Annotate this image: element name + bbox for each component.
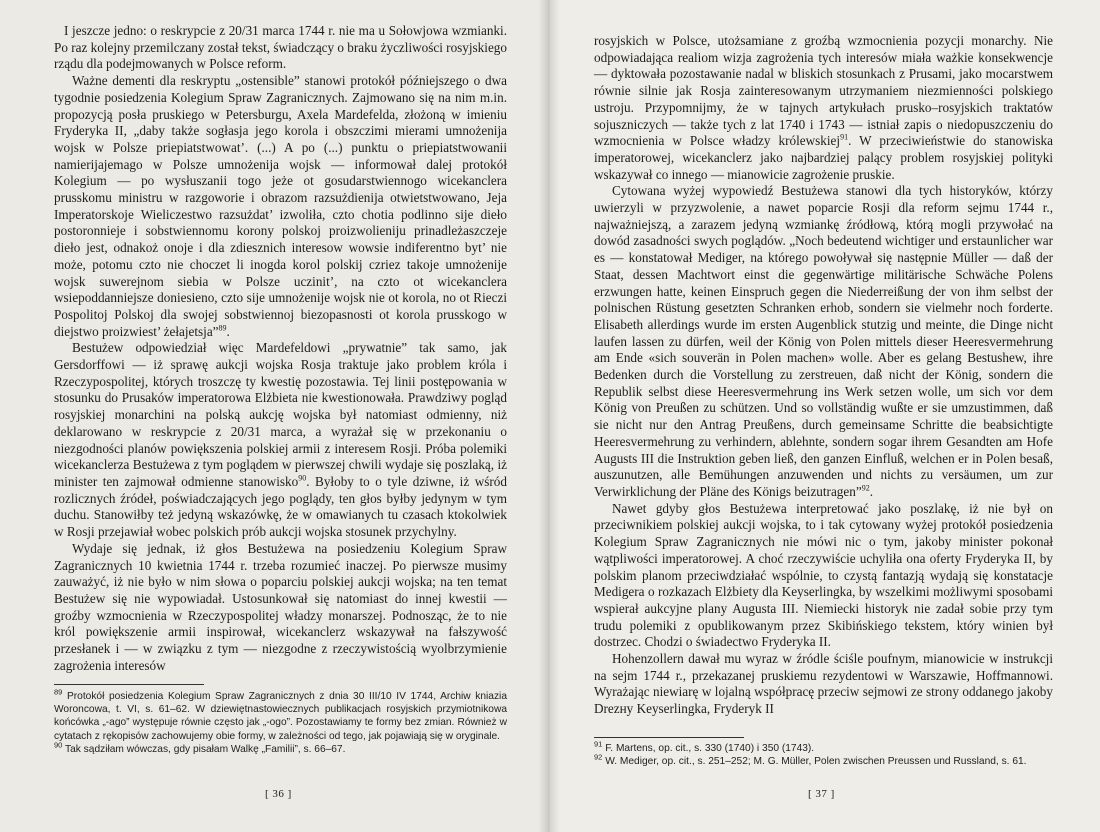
right-paragraph-3-text: Nawet gdyby głos Bestużewa interpretować jako poszlakę, iż nie był on przeciwnikiem polskiej aukcji wojska, to i tak cytowany wyżej protokół posiedzenia Kolegium Spraw Zagranicznych nie mówi nic o tym, jakoby minister pokonał wątpliwości imperatorowej. A choć rzeczywiście uchyliła ona oferty Fryderyka II, by polskim planom przeciwdziałać wspólnie, to czystą fantazją wydają się konstatacje Medigera o rozkazach Elżbiety dla Keyserlingka, by wszelkimi możliwymi sposobami wspierał aukcyjne plany Augusta III. Niemiecki historyk nie zadał sobie przy tym trudu polemiki z opublikowanym przez Skibińskiego tekstem, który winien był dostrzec. Chodzi o świadectwo Fryderyka II. bbox=[594, 500, 1053, 650]
right-footnotes bbox=[594, 739, 1053, 768]
footnote bbox=[594, 752, 1053, 768]
footnote bbox=[54, 740, 507, 756]
left-paragraph-1-text: I jeszcze jedno: o reskrypcie z 20/31 marca 1744 r. nie ma u Sołowjowa wzmianki. Po raz kolejny przemilczany został tekst, świadczący o braku życzliwości rosyjskiego rządu dla podejmowanych w Polsce reform. bbox=[54, 23, 507, 72]
left-paragraph-2-text: Ważne dementi dla reskryptu „ostensible” stanowi protokół późniejszego o dwa tygodnie posiedzenia Kolegium Spraw Zagranicznych. Zajmowano się na nim m.in. propozycją posła pruskiego w Petersburgu, Axela Mardefelda, złożoną w imieniu Fryderyka II, „daby także sogłasja jego korola i obszczimi mierami umnożenija wojsk w Polsze priepiatstwowat’. (...) A po (...) punktu o priepiatstwowanii namierijajemago w Polsze umnożenija wojsk — informował dalej protokół Kolegium — po wysłuszanii togo jeże ot gosudarstwiennogo wicekanclera prusskomu ministru w razgoworie i obrazom razsużdienija otwietstwowano, Jeja Imperatorskoje Wieliczestwo razsużdat’ izwoliła, czto chotia podlinno sije dieło postoronnieje i sobstwiennomu korony polskoj proizwolieniju prinadleżaszczeje dieło jest, odnakoż onoje i dla zdiesznich interesow wowsie indiferentno byt’ nie może, potomu czto nie choczet li inogda korol polskij czriez takoje umnożenije wojsk suwerejnom siebia w Polsze uczinit’, na czto ot wicekanclera wsiepoddanniejsze doniesieno, czto sije umnożenije wojsk nie ot korola, no ot Rieczi Pospolitoj Polskoj dla swojej sobstwiennoj biezopasnosti ot korola prusskogo w diejstwo proizwiest’ żełajetsja” bbox=[54, 73, 507, 339]
left-footnotes bbox=[54, 687, 507, 756]
right-page bbox=[548, 0, 1100, 832]
left-body-text bbox=[54, 23, 507, 674]
footnote-ref-90: 90 bbox=[298, 473, 307, 483]
left-paragraph bbox=[54, 23, 507, 73]
footnote bbox=[54, 687, 507, 743]
footnote-ref-91: 91 bbox=[840, 132, 849, 142]
footnote-rule bbox=[54, 684, 204, 685]
footnote-number: 92 bbox=[594, 752, 603, 762]
right-paragraph bbox=[594, 33, 1053, 183]
right-paragraph-1-tail: . W przeciwieństwie do stanowiska imperatorowej, wicekanclerz jako najbardziej palący problem rosyjskiej polityki wskazywał co innego — mianowicie zagrożenie pruskie. bbox=[594, 133, 1053, 182]
left-paragraph-3-tail: . Byłoby to o tyle dziwne, iż wśród rozlicznych źródeł, poświadczających jego poglądy, ten głos byłby jedynym w tym duchu. Stanowiłby też jedyną wskazówkę, że w omawianych tu czasach ktokolwiek w Rosji przejawiał wobec polskich prób aukcji wojska stosunek przychylny. bbox=[54, 473, 507, 540]
footnote-text: W. Mediger, op. cit., s. 251–252; M. G. Müller, Polen zwischen Preussen und Russland, s. 61. bbox=[605, 756, 1027, 768]
left-page bbox=[0, 0, 548, 832]
footnote-number: 91 bbox=[594, 739, 603, 749]
left-paragraph-4-text: Wydaje się jednak, iż głos Bestużewa na posiedzeniu Kolegium Spraw Zagranicznych 10 kwietnia 1744 r. trzeba rozumieć inaczej. Po pierwsze musimy zauważyć, iż nie było w nim słowa o poparciu polskiej aukcji wojska; na ten temat Bestużew się nie wypowiadał. Ustosunkował się natomiast do innej kwestii — groźby wzmocnienia w Rzeczypospolitej władzy monarszej. Podnosząc, że to nie król powiększenie armii inspirował, wicekanclerz wskazywał na fałszywość przesłanek i — w związku z tym — niezgodne z rzeczywistością wyolbrzymienie zagrożenia interesów bbox=[54, 540, 507, 673]
footnote-number: 90 bbox=[54, 740, 63, 750]
footnote-text: F. Martens, op. cit., s. 330 (1740) i 350 (1743). bbox=[605, 743, 815, 754]
page-number: [ 37 ] bbox=[808, 788, 835, 800]
footnote-text: Protokół posiedzenia Kolegium Spraw Zagranicznych z dnia 30 III/10 IV 1744, Archiw kniazia Woroncowa, t. VI, s. 61–62. W dziewiętnastowiecznych publikacjach rosyjskich przymiotnikowa końcówka „-ago” występuje równie często jak „-ogo”. Pozostawiamy te formy bez zmian. Również w cytatach z rękopisów zachowujemy obie formy, w zależności od tego, jak pojawiają się w oryginale. bbox=[54, 691, 507, 742]
left-paragraph: Ważne dementi dla reskryptu „ostensible” stanowi protokół późniejszego o dwa tygodnie posiedzenia Kolegium Spraw Zagranicznych. Zajmowano się na nim m.in. propozycją posła pruskiego w Petersburgu, Axela Mardefelda, złożoną w imieniu Fryderyka II, „daby także sogłasja jego korola i obszczimi mierami umnożenija wojsk w Polsze priepiatstwowat’. (...) A po (...) punktu o priepiatstwowanii namierijajemago w Polsze umnożenija wojsk — informował dalej protokół Kolegium — po wysłuszanii togo jeże ot gosudarstwiennogo wicekanclera prusskomu ministru w razgoworie i obrazom razsużdienija otwietstwowano, Jeja Imperatorskoje Wieliczestwo razsużdat’ izwoliła, czto chotia podlinno sije dieło postoronnieje i sobstwiennomu korony polskoj proizwolieniju prinadleżaszczeje dieło jest, odnakoż onoje i dla zdiesznich interesow wowsie indiferentno byt’ nie może, potomu czto nie choczet li inogda korol polskij czriez takoje umnożenije wojsk suwerejnom siebia w Polsze uczinit’, na czto ot wicekanclera wsiepoddanniejsze doniesieno, czto sije umnożenije wojsk nie ot korola, no ot Rieczi Pospolitoj Polskoj dla swojej sobstwiennoj biezopasnosti ot korola prusskogo w diejstwo proizwiest’ żełajetsja”$^{89}$. bbox=[54, 73, 507, 339]
footnote-rule bbox=[594, 737, 744, 738]
right-paragraph-1-text: rosyjskich w Polsce, utożsamiane z groźbą wzmocnienia pozycji monarchy. Nie odpowiadająca realiom wizja zagrożenia tych interesów miała ważkie konsekwencje — dyktowała pozostawanie nadal w bliskich stosunkach z Prusami, jako mocarstwem równie silnie jak Rosja zainteresowanym utrzymaniem niezmienności polskiego ustroju. Przypomnijmy, że w tajnych artykułach prusko–rosyjskich traktatów sojuszniczych — także tych z lat 1740 i 1743 — istniał zapis o niedopuszczeniu do wzmocnienia w Polsce władzy królewskiej bbox=[594, 33, 1053, 149]
right-paragraph-2-text: Cytowana wyżej wypowiedź Bestużewa stanowi dla tych historyków, którzy uwierzyli w przyzwolenie, a nawet poparcie Rosji dla reform sejmu 1744 r., najważniejszą, a zarazem jedyną wzmiankę źródłową, którą mogli przywołać na dowód zasadności swych poglądów. „Noch bedeutend wichtiger und erstaunlicher war es — konstatował Mediger, na którego powoływał się następnie Müller — daß der Staat, dessen Machtwort einst die gegenwärtige militärische Schwäche Polens erzwungen hatte, keinen Einspruch gegen die Niederreißung der von ihm selbst der polnischen Rüstung gesetzten Schranken erhob, sondern sie vielmehr noch forderte. Elisabeth allerdings wurde im ersten Augenblick stutzig und meinte, die Dinge nicht laufen lassen zu dürfen, weil der König von Polen mittels dieser Heeresvermehrung am Ende «sich souverän in Polen machen» wolle. Aber es gelang Bestushew, ihre Bedenken durch die Vorstellung zu zerstreuen, daß nicht der König, sondern die Republik selbst diese Heeresvermehrung ins Werk setzen wolle, um sich vor dem König von Preußen zu schützen. Und so vollständig wußte er sie umzustimmen, daß sie nicht nur den Antrag Preußens, durch gemeinsame Schritte die beabsichtigte Heeresvermehrung zu verhindern, ablehnte, sondern sogar ihrem Gesandten am Hofe Augusts III die Instruktion geben ließ, den ganzen Einfluß, welchen er in Polen besaß, auszunutzen, alle Bemühungen anzuwenden und nichts zu versäumen, um zur Verwirklichung der Pläne des Königs beizutragen” bbox=[594, 183, 1053, 499]
footnote bbox=[594, 739, 1053, 755]
left-paragraph-3-text: Bestużew odpowiedział więc Mardefeldowi „prywatnie” tak samo, jak Gersdorffowi — iż sprawę aukcji wojska Rosja traktuje jako problem króla i Rzeczypospolitej, których troszczę ty kwestię pozostawia. Tej linii postępowania w stosunku do Prusaków imperatorowa Elżbieta nie kwestionowała. Prawdziwy pogląd rosyjskiej monarchini na polską aukcję wojska był natomiast odmienny, niż deklarowano w reskrypcie z 20/31 marca, a wyrażał się w przekonaniu o niezgodności planów powiększenia polskiej armii z interesem Rosji. Próba polemiki wicekanclerza Bestużewa z tym poglądem w pierwszej chwili wydaje się poszlaką, iż minister ten zajmował odmienne stanowisko bbox=[54, 340, 507, 489]
footnote-number: 89 bbox=[54, 687, 63, 697]
left-paragraph bbox=[54, 340, 507, 540]
right-paragraph-4-text: Hohenzollern dawał mu wyraz w źródle ściśle poufnym, mianowicie w instrukcji na sejm 1744 r., przekazanej pruskiemu rezydentowi w Warszawie, Hoffmannowi. Wyrażając niewiarę w lojalną współpracę przeciw sejmowi ze strony oddanego jakoby Drezну Keyserlingka, Fryderyk II bbox=[594, 651, 1053, 717]
page-number: [ 36 ] bbox=[265, 788, 292, 800]
left-paragraph bbox=[54, 541, 507, 675]
right-paragraph bbox=[594, 651, 1053, 718]
footnote-ref-89: 89 bbox=[218, 323, 227, 333]
right-paragraph: Cytowana wyżej wypowiedź Bestużewa stanowi dla tych historyków, którzy uwierzyli w przyzwolenie, a nawet poparcie Rosji dla reform sejmu 1744 r., najważniejszą, a zarazem jedyną wzmiankę źródłową, którą mogli przywołać na dowód zasadności swych poglądów. „Noch bedeutend wichtiger und erstaunlicher war es — konstatował Mediger, na którego powoływał się następnie Müller — daß der Staat, dessen Machtwort einst die gegenwärtige militärische Schwäche Polens erzwungen hatte, keinen Einspruch gegen die Niederreißung der von ihm selbst der polnischen Rüstung gesetzten Schranken erhob, sondern sie vielmehr noch forderte. Elisabeth allerdings wurde im ersten Augenblick stutzig und meinte, die Dinge nicht laufen lassen zu dürfen, weil der König von Polen mittels dieser Heeresvermehrung am Ende «sich souverän in Polen machen» wolle. Aber es gelang Bestushew, ihre Bedenken durch die Vorstellung zu zerstreuen, daß nicht der König, sondern die Republik selbst diese Heeresvermehrung ins Werk setzen wolle, um sich vor dem König von Preußen zu schützen. Und so vollständig wußte er sie umzustimmen, daß sie nicht nur den Antrag Preußens, durch gemeinsame Schritte die beabsichtigte Heeresvermehrung zu verhindern, ablehnte, sondern sogar ihrem Gesandten am Hofe Augusts III die Instruktion geben ließ, den ganzen Einfluß, welchen er in Polen besaß, auszunutzen, alle Bemühungen anzuwenden und nichts zu versäumen, um zur Verwirklichung der Pläne des Königs beizutragen”$^{92}$. bbox=[594, 183, 1053, 499]
footnote-text: Tak sądziłam wówczas, gdy pisałam Walkę „Familii”, s. 66–67. bbox=[65, 743, 346, 755]
right-body-text bbox=[594, 33, 1053, 718]
right-paragraph bbox=[594, 501, 1053, 651]
footnote-ref-92: 92 bbox=[861, 483, 870, 493]
